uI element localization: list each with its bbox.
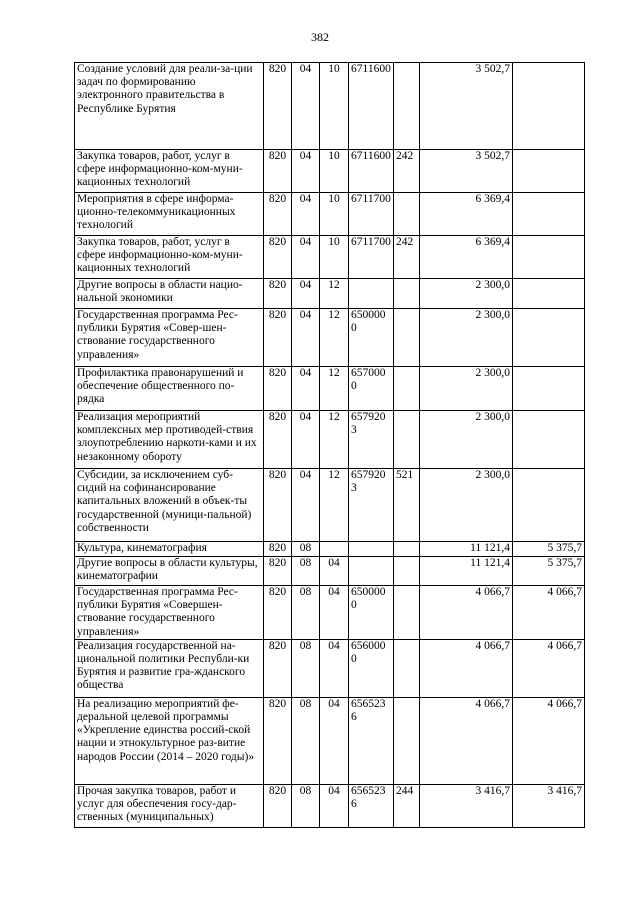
cell-target-article: 6711600 — [349, 63, 394, 150]
cell-sum-total: 11 121,4 — [420, 542, 513, 557]
cell-subsection: 10 — [320, 150, 349, 193]
cell-ministry: 820 — [264, 309, 292, 367]
table-row — [75, 367, 585, 411]
cell-expense-type: 242 — [394, 150, 420, 193]
cell-name: Субсидии, за исключением суб-сидий на софинансирование капитальных вложений в объек-ты государственной (муници-пальной) собственности — [75, 469, 264, 542]
cell-expense-type: 521 — [394, 469, 420, 542]
cell-expense-type — [394, 586, 420, 640]
table-row — [75, 411, 585, 469]
cell-subsection: 10 — [320, 193, 349, 236]
cell-subsection: 04 — [320, 697, 349, 784]
table-row — [75, 557, 585, 586]
cell-sum-total: 2 300,0 — [420, 469, 513, 542]
cell-subsection — [320, 542, 349, 557]
cell-ministry: 820 — [264, 557, 292, 586]
cell-section: 08 — [292, 697, 320, 784]
cell-expense-type — [394, 697, 420, 784]
table-row — [75, 784, 585, 827]
cell-sum-federal — [513, 279, 585, 309]
cell-sum-federal — [513, 193, 585, 236]
cell-section: 04 — [292, 236, 320, 279]
table-row — [75, 150, 585, 193]
cell-expense-type — [394, 557, 420, 586]
table-row — [75, 236, 585, 279]
table-row — [75, 697, 585, 784]
table-row — [75, 279, 585, 309]
cell-name: Реализация государственной на-циональной политики Республи-ки Бурятия и развитие гра-жданского общества — [75, 639, 264, 697]
cell-name: Реализация мероприятий комплексных мер противодей-ствия злоупотреблению наркоти-ками и их незаконному обороту — [75, 411, 264, 469]
cell-subsection: 04 — [320, 557, 349, 586]
cell-target-article — [349, 279, 394, 309]
table-row — [75, 309, 585, 367]
cell-sum-total: 4 066,7 — [420, 586, 513, 640]
table-row — [75, 63, 585, 150]
cell-subsection: 12 — [320, 309, 349, 367]
table-row — [75, 193, 585, 236]
cell-sum-federal — [513, 367, 585, 411]
cell-sum-total: 3 502,7 — [420, 150, 513, 193]
cell-name: Государственная программа Рес-публики Бурятия «Совершен-ствование государственного управления» — [75, 586, 264, 640]
cell-name: Другие вопросы в области нацио-нальной экономики — [75, 279, 264, 309]
cell-expense-type — [394, 63, 420, 150]
cell-sum-federal: 4 066,7 — [513, 639, 585, 697]
cell-ministry: 820 — [264, 63, 292, 150]
cell-sum-total: 2 300,0 — [420, 411, 513, 469]
cell-sum-total: 4 066,7 — [420, 639, 513, 697]
table-row — [75, 469, 585, 542]
cell-target-article — [349, 542, 394, 557]
cell-target-article: 6560000 — [349, 639, 394, 697]
cell-ministry: 820 — [264, 639, 292, 697]
cell-subsection: 12 — [320, 367, 349, 411]
cell-name: Культура, кинематография — [75, 542, 264, 557]
cell-ministry: 820 — [264, 236, 292, 279]
cell-ministry: 820 — [264, 697, 292, 784]
cell-ministry: 820 — [264, 411, 292, 469]
cell-section: 08 — [292, 784, 320, 827]
cell-expense-type — [394, 639, 420, 697]
cell-sum-federal: 3 416,7 — [513, 784, 585, 827]
cell-name: Закупка товаров, работ, услуг в сфере информационно-ком-муни-кационных технологий — [75, 150, 264, 193]
cell-target-article: 6565236 — [349, 784, 394, 827]
cell-target-article: 6711700 — [349, 236, 394, 279]
cell-expense-type — [394, 279, 420, 309]
cell-ministry: 820 — [264, 542, 292, 557]
budget-table-body — [75, 63, 585, 828]
cell-sum-total: 3 416,7 — [420, 784, 513, 827]
cell-sum-federal — [513, 469, 585, 542]
cell-name: Закупка товаров, работ, услуг в сфере информационно-ком-муни-кационных технологий — [75, 236, 264, 279]
cell-ministry: 820 — [264, 586, 292, 640]
cell-section: 08 — [292, 542, 320, 557]
cell-sum-federal: 4 066,7 — [513, 586, 585, 640]
cell-name: Прочая закупка товаров, работ и услуг для обеспечения госу-дар-ственных (муниципальных) — [75, 784, 264, 827]
cell-section: 08 — [292, 639, 320, 697]
cell-sum-total: 4 066,7 — [420, 697, 513, 784]
table-row — [75, 586, 585, 640]
cell-sum-federal — [513, 236, 585, 279]
cell-section: 04 — [292, 411, 320, 469]
cell-name: Другие вопросы в области культуры, кинематографии — [75, 557, 264, 586]
cell-target-article: 6500000 — [349, 309, 394, 367]
cell-section: 04 — [292, 367, 320, 411]
cell-sum-federal — [513, 411, 585, 469]
budget-table — [74, 62, 585, 828]
cell-target-article: 6579203 — [349, 411, 394, 469]
page-number: 382 — [311, 30, 329, 44]
table-row — [75, 542, 585, 557]
cell-subsection: 04 — [320, 784, 349, 827]
cell-section: 04 — [292, 63, 320, 150]
cell-expense-type: 242 — [394, 236, 420, 279]
cell-sum-federal: 5 375,7 — [513, 557, 585, 586]
cell-sum-federal: 5 375,7 — [513, 542, 585, 557]
cell-target-article — [349, 557, 394, 586]
cell-subsection: 04 — [320, 586, 349, 640]
cell-sum-federal — [513, 309, 585, 367]
cell-expense-type — [394, 309, 420, 367]
cell-sum-total: 6 369,4 — [420, 236, 513, 279]
cell-target-article: 6711600 — [349, 150, 394, 193]
cell-ministry: 820 — [264, 193, 292, 236]
cell-sum-total: 6 369,4 — [420, 193, 513, 236]
cell-sum-federal — [513, 150, 585, 193]
cell-target-article: 6570000 — [349, 367, 394, 411]
cell-subsection: 04 — [320, 639, 349, 697]
cell-subsection: 12 — [320, 411, 349, 469]
cell-section: 04 — [292, 150, 320, 193]
cell-sum-federal — [513, 63, 585, 150]
cell-name: Государственная программа Рес-публики Бурятия «Совер-шен-ствование государственного управления» — [75, 309, 264, 367]
cell-section: 04 — [292, 309, 320, 367]
cell-subsection: 10 — [320, 236, 349, 279]
cell-ministry: 820 — [264, 469, 292, 542]
cell-target-article: 6565236 — [349, 697, 394, 784]
cell-sum-total: 3 502,7 — [420, 63, 513, 150]
cell-section: 08 — [292, 557, 320, 586]
cell-ministry: 820 — [264, 279, 292, 309]
cell-expense-type — [394, 542, 420, 557]
table-row — [75, 639, 585, 697]
cell-target-article: 6711700 — [349, 193, 394, 236]
cell-expense-type: 244 — [394, 784, 420, 827]
cell-name: Создание условий для реали-за-ции задач по формированию электронного правительства в Республике Бурятия — [75, 63, 264, 150]
cell-subsection: 10 — [320, 63, 349, 150]
cell-sum-total: 2 300,0 — [420, 309, 513, 367]
cell-section: 04 — [292, 279, 320, 309]
cell-ministry: 820 — [264, 150, 292, 193]
cell-name: Профилактика правонарушений и обеспечение общественного по-рядка — [75, 367, 264, 411]
cell-name: Мероприятия в сфере информа-ционно-телекоммуникационных технологий — [75, 193, 264, 236]
cell-name: На реализацию мероприятий фе-деральной целевой программы «Укрепление единства россий-ской нации и этнокультурное раз-витие народов России (2014 – 2020 годы)» — [75, 697, 264, 784]
cell-section: 04 — [292, 193, 320, 236]
cell-subsection: 12 — [320, 279, 349, 309]
cell-ministry: 820 — [264, 367, 292, 411]
cell-sum-total: 2 300,0 — [420, 279, 513, 309]
cell-subsection: 12 — [320, 469, 349, 542]
cell-section: 08 — [292, 586, 320, 640]
cell-target-article: 6579203 — [349, 469, 394, 542]
cell-expense-type — [394, 193, 420, 236]
cell-expense-type — [394, 411, 420, 469]
cell-section: 04 — [292, 469, 320, 542]
cell-sum-federal: 4 066,7 — [513, 697, 585, 784]
cell-sum-total: 11 121,4 — [420, 557, 513, 586]
cell-ministry: 820 — [264, 784, 292, 827]
cell-sum-total: 2 300,0 — [420, 367, 513, 411]
cell-target-article: 6500000 — [349, 586, 394, 640]
cell-expense-type — [394, 367, 420, 411]
